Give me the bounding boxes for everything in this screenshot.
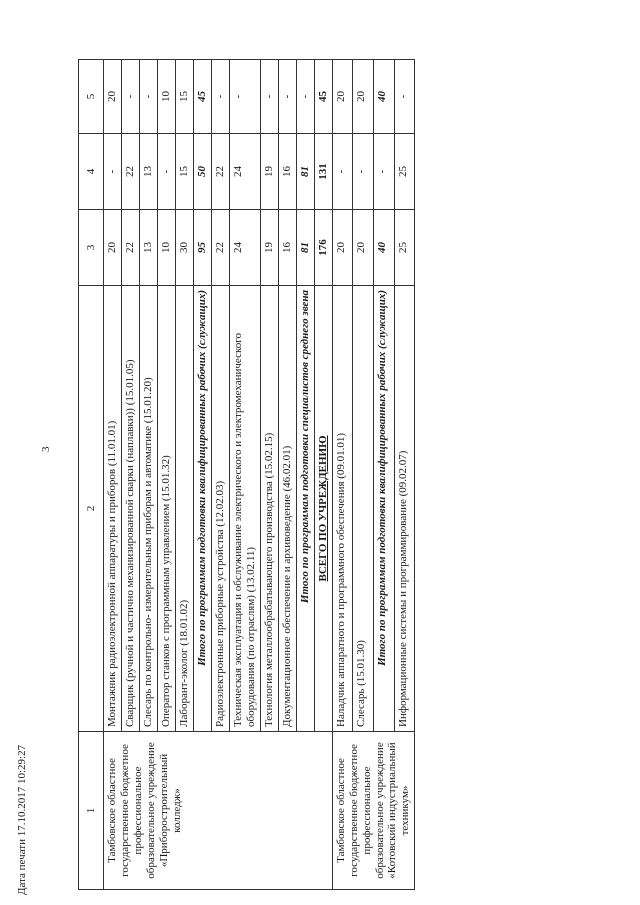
program-name: Лаборант-эколог (18.01.02) (175, 286, 193, 732)
value-col4: - (332, 134, 353, 210)
value-col5: - (121, 60, 139, 134)
value-col4: 15 (175, 134, 193, 210)
program-name: Документационное обеспечение и архивоведение (46.02.01) (278, 286, 296, 732)
value-total: 24 (229, 210, 260, 286)
value-col4: 19 (260, 134, 278, 210)
value-col5: 45 (314, 60, 332, 134)
value-col4: 22 (121, 134, 139, 210)
value-total: 10 (157, 210, 175, 286)
value-total: 176 (314, 210, 332, 286)
value-total: 25 (394, 210, 415, 286)
value-col5: - (394, 60, 415, 134)
institution-name: Тамбовское областное государственное бюджетное профессиональное образовательное учреждение «Котовский индустриальный техникум» (332, 732, 415, 890)
value-col5: - (278, 60, 296, 134)
program-name: Информационные системы и программирование (09.02.07) (394, 286, 415, 732)
rotated-table-wrapper (78, 60, 618, 890)
header-col-2: 2 (79, 286, 104, 732)
value-col4: 13 (139, 134, 157, 210)
table-header-row (79, 60, 104, 890)
value-col4: 50 (193, 134, 211, 210)
value-col5: - (211, 60, 229, 134)
value-col5: - (139, 60, 157, 134)
value-col5: 10 (157, 60, 175, 134)
value-col4: 81 (296, 134, 314, 210)
value-total: 16 (278, 210, 296, 286)
value-total: 81 (296, 210, 314, 286)
value-total: 20 (353, 210, 374, 286)
value-col5: - (229, 60, 260, 134)
value-col5: - (260, 60, 278, 134)
header-col-4: 4 (79, 134, 104, 210)
value-col4: 16 (278, 134, 296, 210)
value-col5: 20 (332, 60, 353, 134)
value-col5: 15 (175, 60, 193, 134)
header-col-5: 5 (79, 60, 104, 134)
subtotal-label: Итого по программам подготовки специалистов среднего звена (296, 286, 314, 732)
value-col5: 40 (374, 60, 395, 134)
program-name: Монтажник радиоэлектронной аппаратуры и приборов (11.01.01) (104, 286, 122, 732)
value-total: 19 (260, 210, 278, 286)
program-name: Слесарь (15.01.30) (353, 286, 374, 732)
page-number: 3 (40, 446, 52, 452)
value-total: 13 (139, 210, 157, 286)
value-col4: 24 (229, 134, 260, 210)
table-row (104, 60, 122, 890)
admission-plan-table (78, 59, 415, 890)
value-col4: 22 (211, 134, 229, 210)
value-col4: 25 (394, 134, 415, 210)
program-name: Технология металлообрабатывающего производства (15.02.15) (260, 286, 278, 732)
grand-total-label: ВСЕГО ПО УЧРЕЖДЕНИЮ (314, 286, 332, 732)
value-total: 40 (374, 210, 395, 286)
header-col-3: 3 (79, 210, 104, 286)
program-name: Сварщик (ручной и частично механизированной сварки (наплавки)) (15.01.05) (121, 286, 139, 732)
value-col4: - (374, 134, 395, 210)
subtotal-label: Итого по программам подготовки квалифицированных рабочих (служащих) (193, 286, 211, 732)
value-total: 95 (193, 210, 211, 286)
value-col5: 20 (353, 60, 374, 134)
value-col4: - (104, 134, 122, 210)
program-name: Оператор станков с программным управлением (15.01.32) (157, 286, 175, 732)
program-name: Техническая эксплуатация и обслуживание электрического и электромеханического оборудования (по отраслям) (13.02.11) (229, 286, 260, 732)
table-row (332, 60, 353, 890)
value-total: 22 (121, 210, 139, 286)
value-col4: - (157, 134, 175, 210)
value-col4: - (353, 134, 374, 210)
print-date: Дата печати 17.10.2017 10:29:27 (16, 744, 28, 895)
value-total: 20 (332, 210, 353, 286)
program-name: Наладчик аппаратного и программного обеспечения (09.01.01) (332, 286, 353, 732)
value-total: 22 (211, 210, 229, 286)
program-name: Радиоэлектронные приборные устройства (12.02.03) (211, 286, 229, 732)
header-col-1: 1 (79, 732, 104, 890)
value-col4: 131 (314, 134, 332, 210)
value-total: 20 (104, 210, 122, 286)
institution-name: Тамбовское областное государственное бюджетное профессиональное образовательное учреждение «Приборостроительный колледж» (104, 732, 333, 890)
value-col5: - (296, 60, 314, 134)
subtotal-label: Итого по программам подготовки квалифицированных рабочих (служащих) (374, 286, 395, 732)
value-col5: 45 (193, 60, 211, 134)
value-col5: 20 (104, 60, 122, 134)
program-name: Слесарь по контрольно- измерительным приборам и автоматике (15.01.20) (139, 286, 157, 732)
value-total: 30 (175, 210, 193, 286)
